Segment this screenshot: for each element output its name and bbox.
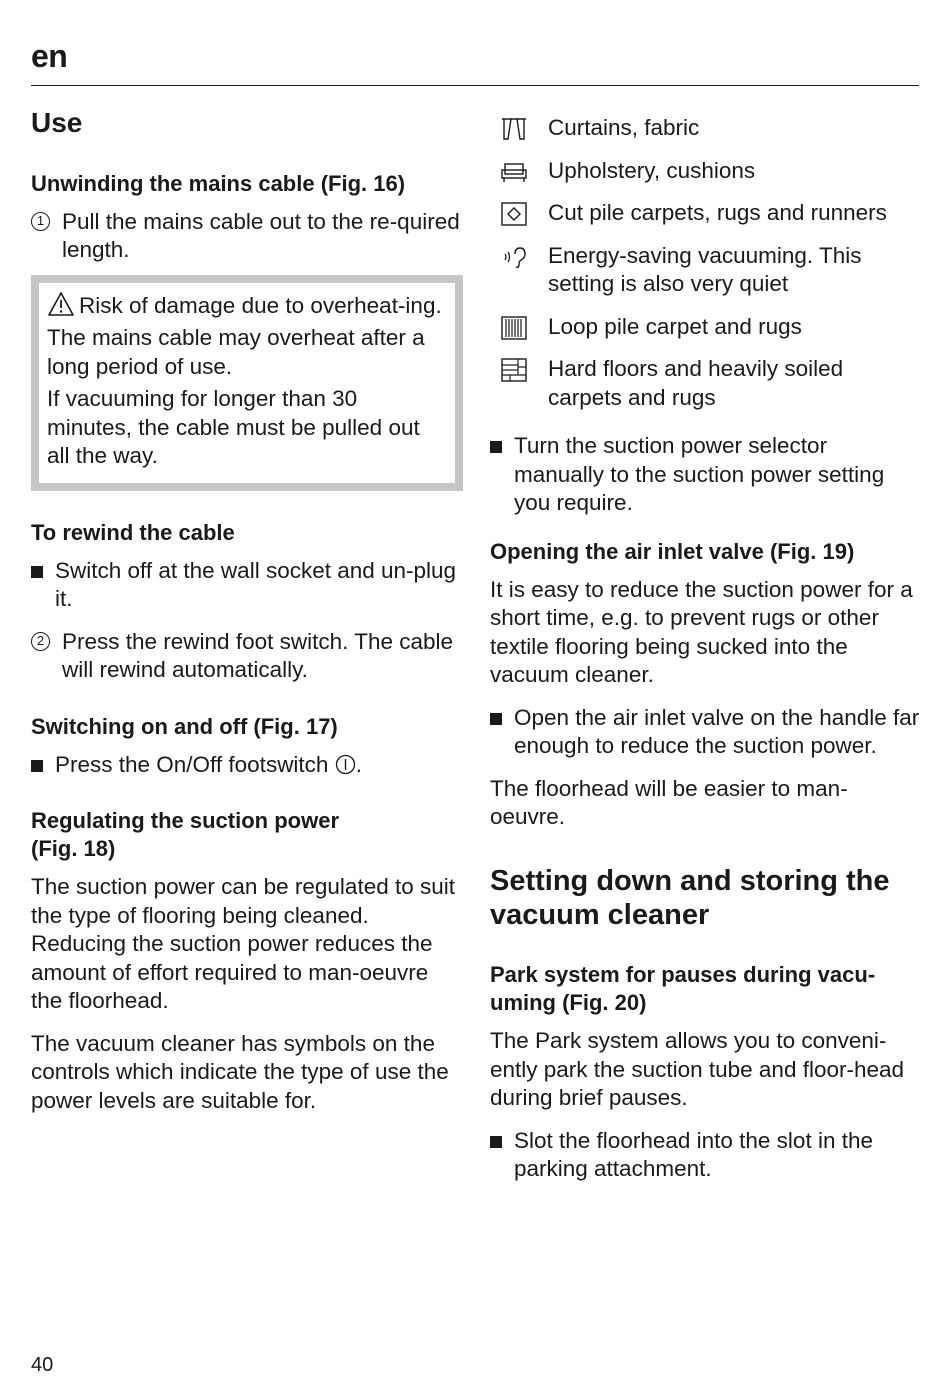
heading-regulating-line-1: Regulating the suction power bbox=[31, 808, 340, 834]
warning-box bbox=[31, 275, 463, 491]
right-column bbox=[490, 114, 920, 1198]
loop-pile-icon bbox=[500, 315, 528, 341]
warning-triangle-icon bbox=[47, 291, 75, 317]
section-title-storing: Setting down and storing the vacuum cleaner bbox=[490, 864, 890, 932]
hard-floor-icon bbox=[500, 357, 528, 383]
step-2 bbox=[31, 628, 463, 685]
heading-air-inlet: Opening the air inlet valve (Fig. 19) bbox=[490, 538, 855, 564]
park-paragraph: The Park system allows you to conveni-ently park the suction tube and floor-head during brief pauses. bbox=[490, 1028, 905, 1111]
step-number-2: 2 bbox=[31, 632, 50, 651]
regulating-paragraph-2: The vacuum cleaner has symbols on the controls which indicate the type of use the power levels are suitable for. bbox=[31, 1030, 449, 1113]
symbol-row-hard-floor bbox=[490, 355, 920, 412]
bullet-selector bbox=[490, 432, 920, 518]
symbol-text-hard-floor: Hard floors and heavily soiled carpets and rugs bbox=[548, 356, 844, 410]
symbol-row-upholstery bbox=[490, 157, 920, 186]
warning-line-1 bbox=[47, 291, 447, 321]
bullet-square bbox=[490, 1136, 502, 1148]
header-rule bbox=[31, 85, 919, 86]
upholstery-icon bbox=[500, 159, 528, 185]
step-1 bbox=[31, 208, 463, 265]
symbol-text-curtains: Curtains, fabric bbox=[548, 115, 700, 140]
page-number: 40 bbox=[31, 1354, 54, 1376]
symbol-text-cut-pile: Cut pile carpets, rugs and runners bbox=[548, 200, 887, 225]
heading-regulating-line-2: (Fig. 18) bbox=[31, 836, 116, 862]
symbol-row-cut-pile bbox=[490, 199, 920, 228]
heading-regulating bbox=[31, 807, 463, 863]
bullet-onoff bbox=[31, 751, 463, 780]
bullet-square bbox=[31, 566, 43, 578]
heading-switching: Switching on and off (Fig. 17) bbox=[31, 713, 338, 739]
warning-line-3: If vacuuming for longer than 30 minutes, the cable must be pulled out all the way. bbox=[47, 386, 420, 469]
bullet-air-inlet bbox=[490, 704, 920, 761]
heading-rewind: To rewind the cable bbox=[31, 519, 235, 545]
bullet-onoff-suffix: . bbox=[355, 751, 362, 777]
left-column bbox=[31, 106, 463, 1129]
curtains-icon bbox=[500, 116, 528, 142]
bullet-air-inlet-text: Open the air inlet valve on the handle far enough to reduce the suction power. bbox=[514, 704, 920, 758]
step-2-text: Press the rewind foot switch. The cable will rewind automatically. bbox=[62, 628, 454, 683]
bullet-square bbox=[31, 760, 43, 772]
section-title-use: Use bbox=[31, 107, 83, 138]
bullet-square bbox=[490, 713, 502, 725]
symbol-text-energy-saving: Energy-saving vacuuming. This setting is also very quiet bbox=[548, 242, 862, 296]
bullet-unplug bbox=[31, 557, 463, 614]
cut-pile-icon bbox=[500, 201, 528, 227]
symbol-row-curtains bbox=[490, 114, 920, 143]
symbol-text-upholstery: Upholstery, cushions bbox=[548, 157, 756, 183]
bullet-park-text: Slot the floorhead into the slot in the parking attachment. bbox=[514, 1127, 873, 1182]
step-1-text: Pull the mains cable out to the re-quired length. bbox=[62, 208, 460, 263]
heading-park-system: Park system for pauses during vacu-uming (Fig. 20) bbox=[490, 962, 876, 1016]
warning-line-2: The mains cable may overheat after a long period of use. bbox=[47, 325, 425, 379]
bullet-onoff-text: Press the On/Off footswitch bbox=[55, 751, 329, 777]
air-inlet-paragraph: It is easy to reduce the suction power for a short time, e.g. to prevent rugs or other textile flooring being sucked into the vacuum cleaner. bbox=[490, 576, 913, 687]
symbol-text-loop-pile: Loop pile carpet and rugs bbox=[548, 313, 802, 339]
warning-text-1: Risk of damage due to overheat-ing. bbox=[79, 292, 442, 318]
heading-unwinding: Unwinding the mains cable (Fig. 16) bbox=[31, 170, 406, 196]
symbol-row-energy-saving bbox=[490, 242, 920, 299]
bullet-selector-text: Turn the suction power selector manually to the suction power setting you require. bbox=[514, 433, 885, 515]
regulating-paragraph-1: The suction power can be regulated to suit the type of flooring being cleaned. Reducing the suction power reduces the amount of effort required to man-oeuvre the floorhead. bbox=[31, 874, 456, 1014]
language-code: en bbox=[31, 38, 68, 74]
energy-saving-icon bbox=[500, 244, 528, 270]
symbol-row-loop-pile bbox=[490, 313, 920, 342]
air-inlet-after: The floorhead will be easier to man-oeuvre. bbox=[490, 775, 848, 829]
bullet-park bbox=[490, 1127, 920, 1184]
bullet-square bbox=[490, 441, 502, 453]
bullet-unplug-text: Switch off at the wall socket and un-plug it. bbox=[55, 557, 457, 612]
power-icon bbox=[335, 754, 356, 775]
step-number-1: 1 bbox=[31, 212, 50, 231]
